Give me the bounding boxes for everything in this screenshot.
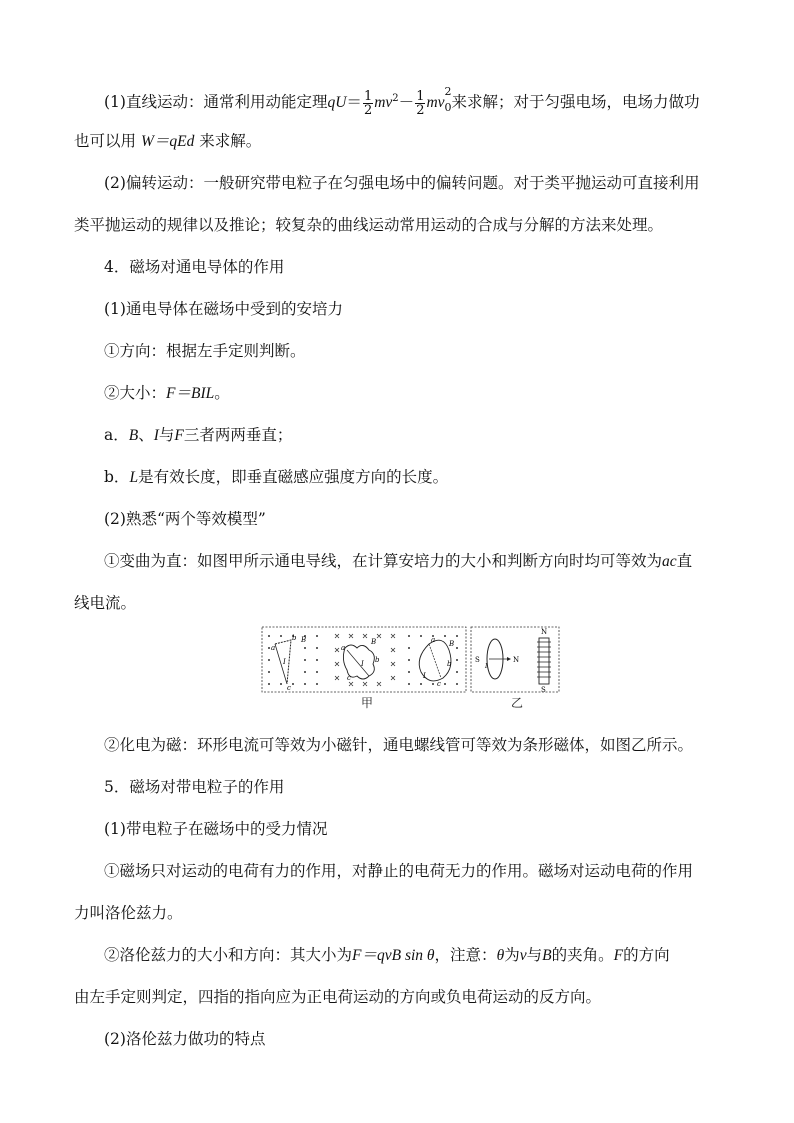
label-c: c	[437, 680, 441, 688]
item-curve-to-straight-line-1	[104, 550, 794, 573]
text-run: 、	[138, 426, 154, 444]
text-run: 的夹角。	[551, 946, 614, 964]
label-N: N	[541, 628, 548, 636]
label-c: c	[287, 684, 291, 692]
subheading-3	[104, 818, 794, 840]
text-run: ＝	[346, 93, 362, 112]
text-run: b．	[104, 468, 130, 486]
label-S: S	[541, 686, 546, 694]
text-run: 来求解；对于匀强电场，电场力做功	[451, 93, 700, 112]
figure-yi-panel	[471, 627, 559, 694]
fraction-half-1	[363, 90, 373, 117]
item-direction	[104, 340, 794, 362]
label-N: N	[513, 656, 520, 664]
figure-caption-yi: 乙	[511, 696, 524, 710]
label-B: B	[301, 636, 307, 644]
var-I: I	[153, 427, 159, 444]
section-heading-5	[104, 776, 794, 798]
text-run: ①磁场只对运动的电荷有力的作用，对静止的电荷无力的作用。磁场对运动电荷的作用	[104, 862, 694, 880]
text-run: ，注意：	[434, 946, 497, 964]
item-lorentz-1-line-2	[74, 902, 794, 924]
text-run: －	[398, 93, 415, 112]
formula-qU: qU	[327, 94, 347, 112]
para-1-line-1	[104, 85, 794, 118]
subheading-2	[104, 508, 794, 530]
para-2-line-1	[104, 172, 794, 194]
label-I: I	[361, 660, 364, 668]
var-F: F	[613, 947, 624, 964]
text-run: 力叫洛伦兹力。	[74, 904, 183, 922]
item-b	[104, 466, 794, 489]
text-run: (1)直线运动：通常利用动能定理	[104, 93, 328, 112]
section-heading-4	[104, 256, 794, 278]
text-run: a．	[104, 426, 129, 444]
text-run: 为	[504, 946, 520, 964]
frac-num: 1	[363, 88, 373, 104]
item-lorentz-1-line-1	[104, 860, 794, 882]
label-a: a	[271, 644, 276, 652]
subscript: 0	[444, 101, 452, 115]
var-ac: ac	[662, 553, 677, 570]
frac-den: 2	[416, 102, 425, 118]
frac-den: 2	[363, 102, 373, 118]
label-b: b	[447, 660, 452, 668]
arrow-head	[507, 657, 511, 661]
label-S: S	[475, 656, 480, 664]
sup-sub	[444, 85, 452, 115]
text-run: 与	[158, 426, 175, 444]
text-run: ②洛伦兹力的大小和方向：其大小为	[104, 946, 353, 964]
subheading-4	[104, 1028, 794, 1050]
text-run: (2)熟悉“两个等效模型”	[104, 510, 266, 528]
item-a	[104, 424, 794, 447]
text-run: ②化电为磁：环形电流可等效为小磁针，通电螺线管可等效为条形磁体，如图乙所示。	[104, 736, 694, 754]
text-run: 是有效长度，即垂直磁感应强度方向的长度。	[138, 468, 449, 486]
formula-lorentz: F＝qvB sin θ	[352, 947, 435, 964]
fraction-half-2	[415, 90, 425, 117]
wire-ac-3	[429, 644, 441, 678]
text-run: (1)通电导体在磁场中受到的安培力	[104, 300, 343, 318]
subheading-1	[104, 298, 794, 320]
item-current-to-magnet	[104, 734, 794, 756]
text-run: 三者两两垂直；	[183, 426, 293, 444]
var-v: v	[519, 947, 527, 964]
label-B: B	[371, 638, 377, 646]
para-1-line-2	[74, 130, 794, 153]
text-run: ①方向：根据左手定则判断。	[104, 342, 306, 360]
text-run: 线电流。	[74, 594, 137, 612]
text-run: 类平抛运动的规律以及推论；较复杂的曲线运动常用运动的合成与分解的方法来处理。	[74, 216, 664, 234]
dots-field-1	[268, 635, 318, 685]
var-theta: θ	[496, 947, 505, 964]
label-I: I	[283, 658, 286, 666]
wire-ac-2	[347, 650, 369, 676]
label-a: a	[431, 636, 436, 644]
text-run: (2)洛伦兹力做功的特点	[104, 1030, 266, 1048]
figure-jia-panel	[262, 627, 466, 692]
text-run: 与	[526, 946, 543, 964]
text-run: 。	[214, 384, 230, 402]
item-lorentz-2-line-1	[104, 944, 794, 967]
text-run: (1)带电粒子在磁场中的受力情况	[104, 820, 328, 838]
item-magnitude	[104, 382, 794, 405]
var-B: B	[128, 427, 139, 444]
text-run: (2)偏转运动：一般研究带电粒子在匀强电场中的偏转问题。对于类平抛运动可直接利用	[104, 174, 700, 192]
formula-mv0: mv	[426, 94, 445, 112]
formula-W: W＝qEd	[140, 133, 195, 150]
figure-caption-jia: 甲	[361, 696, 374, 710]
item-lorentz-2-line-2	[74, 986, 794, 1008]
text-run: 4．磁场对通电导体的作用	[104, 258, 285, 276]
formula-F-BIL: F＝BIL	[166, 385, 215, 402]
text-run: 来求解。	[199, 132, 262, 150]
text-run: 直	[676, 552, 693, 570]
label-I: I	[423, 672, 426, 680]
text-run: ①变曲为直：如图甲所示通电导线，在计算安培力的大小和判断方向时均可等效为	[104, 552, 663, 570]
formula-mv: mv	[374, 94, 393, 112]
text-run: 5．磁场对带电粒子的作用	[104, 778, 285, 796]
label-a: a	[341, 644, 346, 652]
var-L: L	[129, 469, 139, 486]
label-c: c	[347, 674, 351, 682]
para-2-line-2	[74, 214, 794, 236]
superscript: 2	[392, 93, 399, 104]
text-run: ②大小：	[104, 384, 167, 402]
frac-num: 1	[416, 88, 425, 104]
var-F: F	[174, 427, 184, 444]
text-run: 由左手定则判定，四指的指向应为正电荷运动的方向或负电荷运动的反方向。	[74, 988, 602, 1006]
item-curve-to-straight-line-2	[74, 592, 794, 614]
text-run: 也可以用	[74, 132, 137, 150]
label-b: b	[292, 634, 297, 642]
superscript: 2	[444, 85, 452, 99]
text-run: 的方向	[623, 946, 670, 964]
label-b: b	[375, 656, 380, 664]
var-B: B	[542, 947, 552, 964]
label-B: B	[449, 640, 455, 648]
label-I: I	[485, 663, 488, 670]
